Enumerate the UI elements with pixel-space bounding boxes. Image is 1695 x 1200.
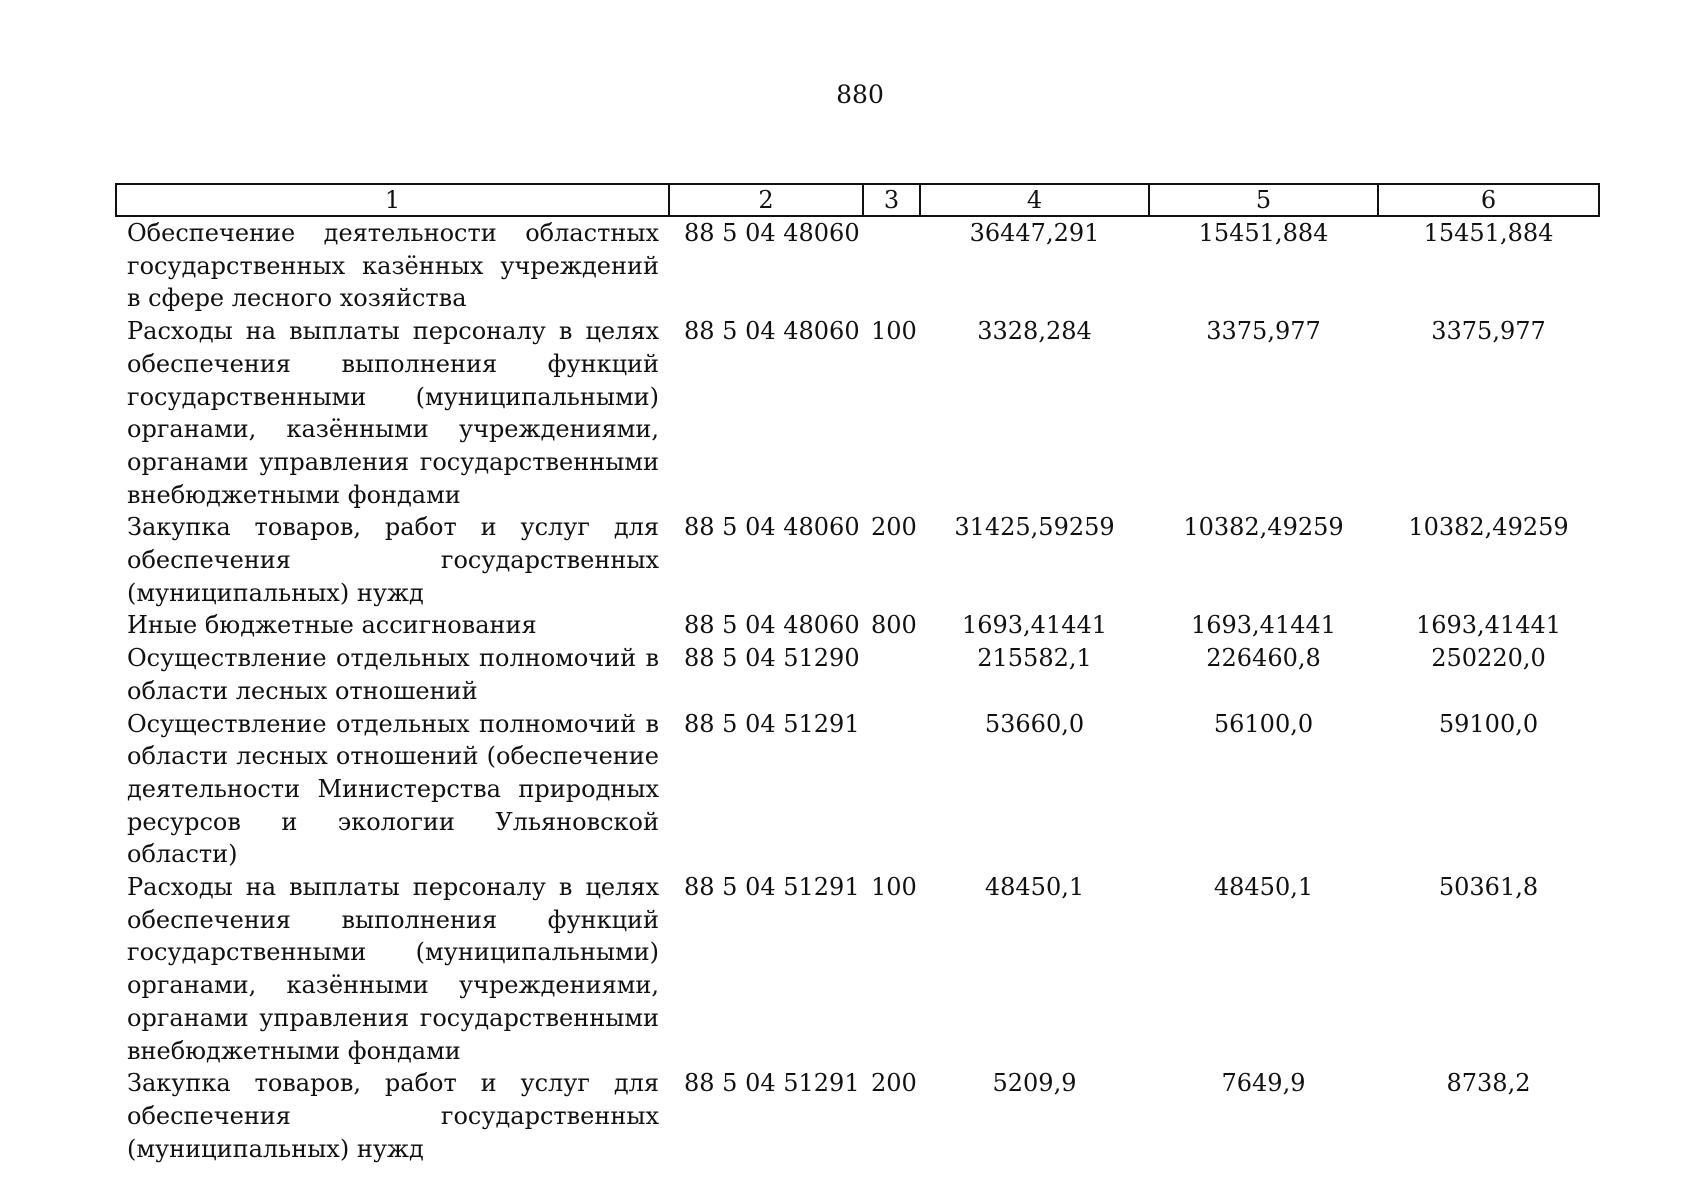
row-value-4-cell: 5209,9 bbox=[992, 1069, 1077, 1098]
row-code-cell: 88 5 04 51291 bbox=[684, 1069, 860, 1098]
row-code-cell: 88 5 04 48060 bbox=[684, 513, 860, 542]
row-code-cell: 88 5 04 51291 bbox=[684, 709, 860, 738]
row-value-6-cell: 10382,49259 bbox=[1408, 513, 1569, 542]
row-value-6-cell: 8738,2 bbox=[1446, 1069, 1531, 1098]
row-value-6-cell: 15451,884 bbox=[1423, 219, 1554, 247]
row-value-5-cell: 10382,49259 bbox=[1183, 513, 1344, 542]
row-value-5-cell: 1693,41441 bbox=[1190, 611, 1337, 640]
row-kind-cell: 100 bbox=[871, 317, 917, 346]
row-value-6-cell: 59100,0 bbox=[1438, 709, 1539, 738]
row-name-cell: Расходы на выплаты персоналу в целях обеспечения выполнения функций государственными (муниципальными) органами, казёнными учреждениями, органами управления государственными внебюджетными фондами bbox=[127, 873, 659, 1065]
row-kind-cell: 100 bbox=[871, 873, 917, 902]
header-cell-4: 4 bbox=[920, 184, 1149, 216]
table-row bbox=[116, 511, 1599, 609]
table-row bbox=[116, 642, 1599, 707]
row-value-5-cell: 3375,977 bbox=[1206, 317, 1321, 346]
header-cell-2: 2 bbox=[669, 184, 863, 216]
row-kind-cell: 800 bbox=[871, 611, 917, 640]
row-code-cell: 88 5 04 51291 bbox=[684, 873, 860, 902]
row-value-4-cell: 48450,1 bbox=[984, 873, 1085, 902]
row-value-4-cell: 1693,41441 bbox=[961, 611, 1108, 640]
row-name-cell: Закупка товаров, работ и услуг для обеспечения государственных (муниципальных) нужд bbox=[127, 513, 659, 607]
row-value-6-cell: 50361,8 bbox=[1438, 873, 1539, 902]
row-value-4-cell: 53660,0 bbox=[984, 709, 1085, 738]
table-row bbox=[116, 216, 1599, 315]
table-row bbox=[116, 1067, 1599, 1165]
table-body bbox=[116, 216, 1599, 1165]
row-code-cell: 88 5 04 48060 bbox=[684, 317, 860, 346]
row-name-cell: Закупка товаров, работ и услуг для обеспечения государственных (муниципальных) нужд bbox=[127, 1069, 659, 1163]
table-row bbox=[116, 871, 1599, 1067]
row-name-cell: Иные бюджетные ассигнования bbox=[127, 611, 537, 640]
row-kind-cell: 200 bbox=[871, 513, 917, 542]
row-name-cell: Осуществление отдельных полномочий в области лесных отношений bbox=[127, 644, 659, 705]
row-name-cell: Обеспечение деятельности областных государственных казённых учреждений в сфере лесного хозяйства bbox=[127, 219, 659, 313]
row-value-5-cell: 48450,1 bbox=[1213, 873, 1314, 902]
header-cell-6: 6 bbox=[1378, 184, 1599, 216]
budget-table bbox=[115, 183, 1600, 1165]
page-number: 880 bbox=[836, 80, 884, 109]
table-row bbox=[116, 609, 1599, 642]
row-kind-cell bbox=[863, 708, 920, 872]
row-value-4-cell: 36447,291 bbox=[969, 219, 1100, 247]
header-cell-1: 1 bbox=[116, 184, 669, 216]
row-name-cell: Расходы на выплаты персоналу в целях обеспечения выполнения функций государственными (муниципальными) органами, казёнными учреждениями, органами управления государственными внебюджетными фондами bbox=[127, 317, 659, 509]
table-row bbox=[116, 708, 1599, 872]
row-value-5-cell: 15451,884 bbox=[1198, 219, 1329, 247]
row-code-cell: 88 5 04 51290 bbox=[684, 644, 860, 673]
row-name-cell: Осуществление отдельных полномочий в области лесных отношений (обеспечение деятельности Министерства природных ресурсов и экологии Ульяновской области) bbox=[127, 709, 659, 869]
row-value-5-cell: 226460,8 bbox=[1206, 644, 1321, 673]
row-value-4-cell: 215582,1 bbox=[977, 644, 1092, 673]
row-value-5-cell: 56100,0 bbox=[1213, 709, 1314, 738]
row-kind-cell bbox=[863, 216, 920, 315]
row-value-6-cell: 3375,977 bbox=[1431, 317, 1546, 346]
header-cell-5: 5 bbox=[1149, 184, 1378, 216]
table-row bbox=[116, 315, 1599, 511]
row-kind-cell: 200 bbox=[871, 1069, 917, 1098]
row-value-4-cell: 31425,59259 bbox=[954, 513, 1115, 542]
header-row bbox=[116, 184, 1599, 216]
row-code-cell: 88 5 04 48060 bbox=[684, 611, 860, 640]
row-kind-cell bbox=[863, 642, 920, 707]
row-value-6-cell: 250220,0 bbox=[1431, 644, 1546, 673]
header-cell-3: 3 bbox=[863, 184, 920, 216]
row-code-cell: 88 5 04 48060 bbox=[684, 219, 860, 247]
table-header bbox=[116, 184, 1599, 216]
row-value-6-cell: 1693,41441 bbox=[1415, 611, 1562, 640]
row-value-4-cell: 3328,284 bbox=[977, 317, 1092, 346]
row-value-5-cell: 7649,9 bbox=[1221, 1069, 1306, 1098]
